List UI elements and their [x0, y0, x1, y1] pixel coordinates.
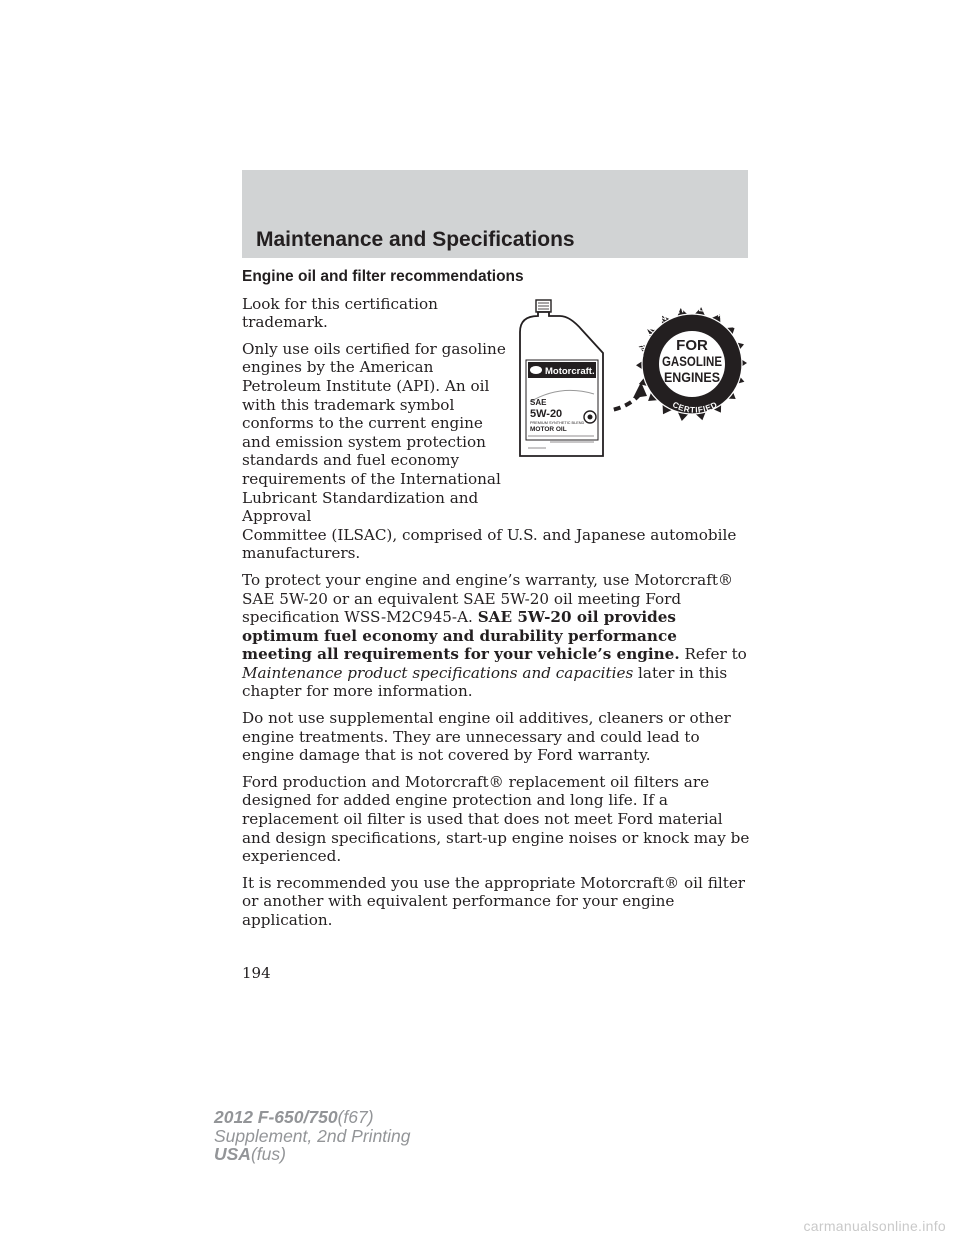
document-footer: [214, 1108, 411, 1164]
dashed-arrow-icon: [612, 382, 647, 410]
footer-line-printing: Supplement, 2nd Printing: [214, 1125, 411, 1146]
oil-bottle-and-seal-illustration: [500, 290, 750, 460]
bottle-brand-label: Motorcraft.: [545, 366, 595, 377]
footer-model: 2012 F-650/750: [214, 1107, 338, 1127]
italic-reference: Maintenance product specifications and capacities: [242, 663, 634, 682]
footer-model-code: (f67): [337, 1107, 374, 1127]
oil-bottle-icon: [520, 300, 603, 456]
page-title: Maintenance and Specifications: [256, 228, 575, 251]
footer-line-market: [214, 1145, 411, 1164]
watermark: carmanualsonline.info: [803, 1218, 946, 1234]
paragraph-additives: Do not use supplemental engine oil additives, cleaners or other engine treatments. They are unnecessary and could lead to engine damage that is not covered by Ford warranty.: [242, 709, 731, 765]
seal-line-engines: ENGINES: [664, 369, 720, 385]
bottle-blend-label: PREMIUM SYNTHETIC BLEND: [530, 421, 585, 425]
section-title: Engine oil and filter recommendations: [242, 268, 524, 285]
footer-line-model: [214, 1108, 411, 1127]
api-certification-seal-icon: [636, 304, 750, 421]
seal-arc-top-path: AMERICAN PETROLEUM INSTITU: [636, 303, 750, 358]
paragraph-api-continued: Committee (ILSAC), comprised of U.S. and Japanese automobile manufacturers.: [242, 525, 737, 563]
paragraph-certification: Look for this certification trademark.: [242, 294, 438, 332]
paragraph-filters: Ford production and Motorcraft® replacement oil filters are designed for added engine protection and long life. If a replacement oil filter is used that does not meet Ford material and design specifications, start-up engine noises or knock may be experienced.: [242, 772, 750, 866]
paragraph-motorcraft-oil: [242, 571, 750, 701]
seal-arc-bottom-path: CERTIFIED: [670, 400, 720, 415]
bottle-product-label: MOTOR OIL: [530, 426, 567, 433]
text-span: later in this chapter for more information.: [242, 663, 728, 701]
footer-market-code: (fus): [250, 1144, 286, 1164]
text-span: Refer to: [679, 645, 747, 664]
section-header-band: [242, 170, 748, 258]
bottle-grade-label: 5W-20: [530, 408, 563, 420]
seal-line-for: FOR: [676, 337, 708, 354]
paragraph-recommendation: It is recommended you use the appropriate Motorcraft® oil filter or another with equivalent performance for your engine application.: [242, 873, 746, 929]
footer-market: USA: [214, 1144, 251, 1164]
bold-span: SAE 5W-20 oil provides optimum fuel economy and durability performance meeting all requirements for your vehicle’s engine.: [242, 608, 680, 664]
seal-line-gasoline: GASOLINE: [662, 353, 722, 369]
oil-certification-figure: [500, 290, 750, 460]
bottle-sae-label: SAE: [530, 398, 547, 407]
paragraph-api-text: Only use oils certified for gasoline engines by the American Petroleum Institute (API). An oil with this trademark symbol conforms to the current engine and emission system protection standards and fuel economy requirements of the International Lubricant Standardization and Approval: [242, 339, 506, 526]
page-number: 194: [242, 964, 271, 982]
text-span: To protect your engine and engine’s warranty, use Motorcraft® SAE 5W-20 or an equivalent SAE 5W-20 oil meeting Ford specification WSS-M2C945-A.: [242, 570, 734, 627]
